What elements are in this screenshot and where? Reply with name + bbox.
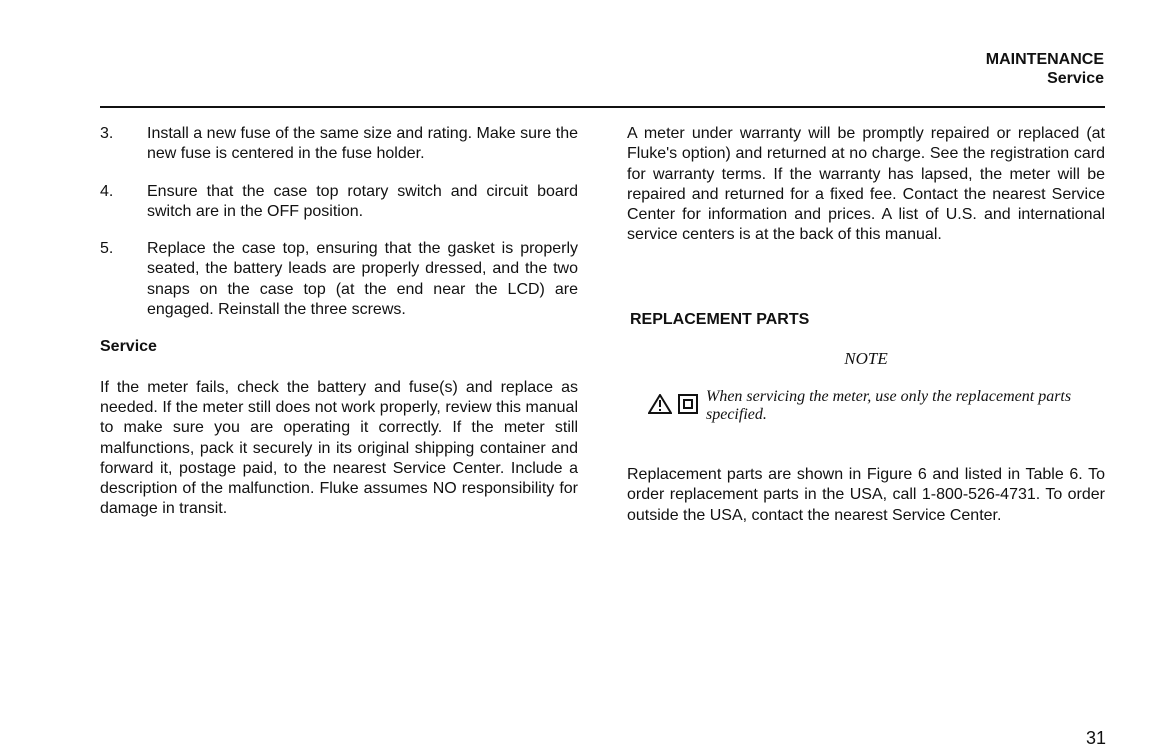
header-rule (100, 106, 1105, 108)
step-4 (100, 182, 578, 223)
note-title: NOTE (844, 349, 888, 368)
double-insulation-icon (678, 394, 698, 414)
warranty-paragraph: A meter under warranty will be promptly repaired or replaced (at Fluke's option) and returned at no charge. See the registration card for warranty terms. If the warranty has lapsed, the meter will be repaired and returned for a fixed fee. Contact the nearest Service Center for information and prices. A list of U.S. and international service centers is at the back of this manual. (627, 125, 1105, 244)
left-column (100, 124, 578, 520)
service-paragraph: If the meter fails, check the battery and fuse(s) and replace as needed. If the meter still does not work properly, review this manual to make sure you are operating it correctly. If the meter still malfunctions, pack it securely in its original shipping container and forward it, postage paid, to the nearest Service Center. Include a description of the malfunction. Fluke assumes NO responsibility for damage in transit. (100, 378, 578, 518)
warning-triangle-icon (648, 394, 672, 414)
page-number: 31 (1085, 728, 1106, 748)
step-number: 4. (100, 182, 114, 200)
note-text: When servicing the meter, use only the replacement parts specified. (706, 388, 1072, 423)
step-text: Replace the case top, ensuring that the gasket is properly seated, the battery leads are properly dressed, and the two snaps on the case top (at the end near the LCD) are engaged. Reinstall the three screws. (147, 240, 578, 319)
step-text: Ensure that the case top rotary switch and circuit board switch are in the OFF position. (147, 182, 578, 220)
step-number: 3. (100, 125, 114, 142)
service-heading: Service (100, 338, 157, 356)
step-3 (100, 124, 578, 165)
note-icons (648, 394, 698, 414)
step-5 (100, 239, 578, 320)
header-subsection: Service (1047, 70, 1104, 87)
step-text: Install a new fuse of the same size and rating. Make sure the new fuse is centered in the fuse holder. (147, 125, 578, 163)
replacement-parts-heading: REPLACEMENT PARTS (630, 311, 810, 328)
parts-paragraph: Replacement parts are shown in Figure 6 and listed in Table 6. To order replacement parts in the USA, call 1-800-526-4731. To order outside the USA, contact the nearest Service Center. (627, 466, 1105, 524)
right-column (627, 124, 1105, 246)
step-number: 5. (100, 240, 114, 258)
header-section: MAINTENANCE (985, 51, 1104, 68)
running-header (986, 50, 1104, 88)
note-block (648, 388, 1098, 424)
